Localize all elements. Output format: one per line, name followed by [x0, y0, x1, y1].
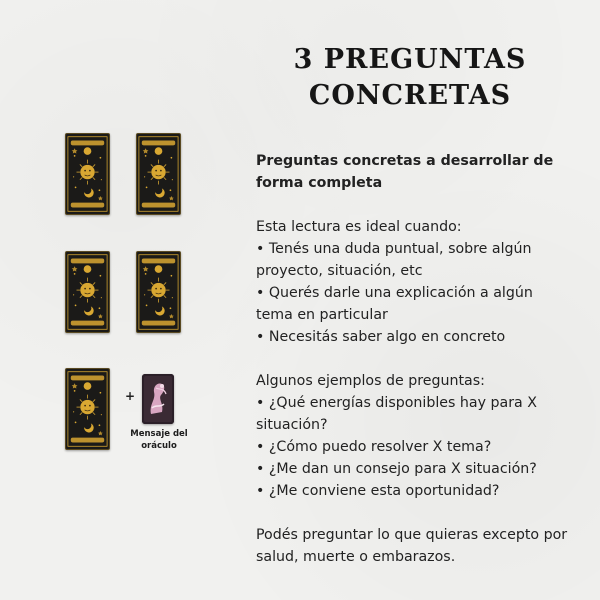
card-back-illustration	[66, 134, 109, 214]
page-title	[290, 42, 530, 114]
tarot-card-back	[65, 368, 110, 450]
subtitle-line-1: Preguntas concretas a desarrollar de	[256, 153, 554, 169]
title-line-2: CONCRETAS	[308, 80, 512, 111]
ideal-line: • Necesitás saber algo en concreto	[256, 329, 506, 345]
ideal-line: • Tenés una duda puntual, sobre algún	[256, 241, 532, 257]
ideal-intro: Esta lectura es ideal cuando:	[256, 219, 462, 235]
ideal-line: • Querés darle una explicación a algún	[256, 285, 533, 301]
note-line-1: Podés preguntar lo que quieras excepto por	[256, 527, 568, 543]
note-paragraph	[256, 524, 576, 568]
ideal-line: proyecto, situación, etc	[256, 263, 423, 279]
note-line-2: salud, muerte o embarazos.	[256, 549, 456, 565]
card-back-illustration	[66, 369, 109, 449]
tarot-card-back	[136, 251, 181, 333]
examples-paragraph	[256, 370, 576, 502]
subtitle-line-2: forma completa	[256, 175, 383, 191]
example-line: situación?	[256, 417, 328, 433]
oracle-caption-line-2: oráculo	[141, 441, 177, 451]
ideal-paragraph	[256, 216, 576, 348]
example-line: • ¿Qué energías disponibles hay para X	[256, 395, 537, 411]
plus-sign: +	[125, 389, 136, 403]
card-back-illustration	[66, 252, 109, 332]
card-back-illustration	[137, 134, 180, 214]
tarot-card-back	[65, 133, 110, 215]
example-line: • ¿Cómo puedo resolver X tema?	[256, 439, 492, 455]
title-line-1: 3 PREGUNTAS	[293, 44, 527, 75]
example-line: • ¿Me dan un consejo para X situación?	[256, 461, 537, 477]
examples-intro: Algunos ejemplos de preguntas:	[256, 373, 485, 389]
ideal-line: tema en particular	[256, 307, 388, 323]
oracle-card	[142, 374, 174, 424]
oracle-caption	[126, 428, 192, 452]
section-subtitle	[256, 150, 576, 194]
oracle-caption-line-1: Mensaje del	[130, 429, 188, 439]
card-back-illustration	[137, 252, 180, 332]
tarot-card-back	[136, 133, 181, 215]
tarot-card-back	[65, 251, 110, 333]
example-line: • ¿Me conviene esta oportunidad?	[256, 483, 500, 499]
description-text	[256, 150, 576, 590]
oracle-card-illustration	[142, 374, 174, 424]
